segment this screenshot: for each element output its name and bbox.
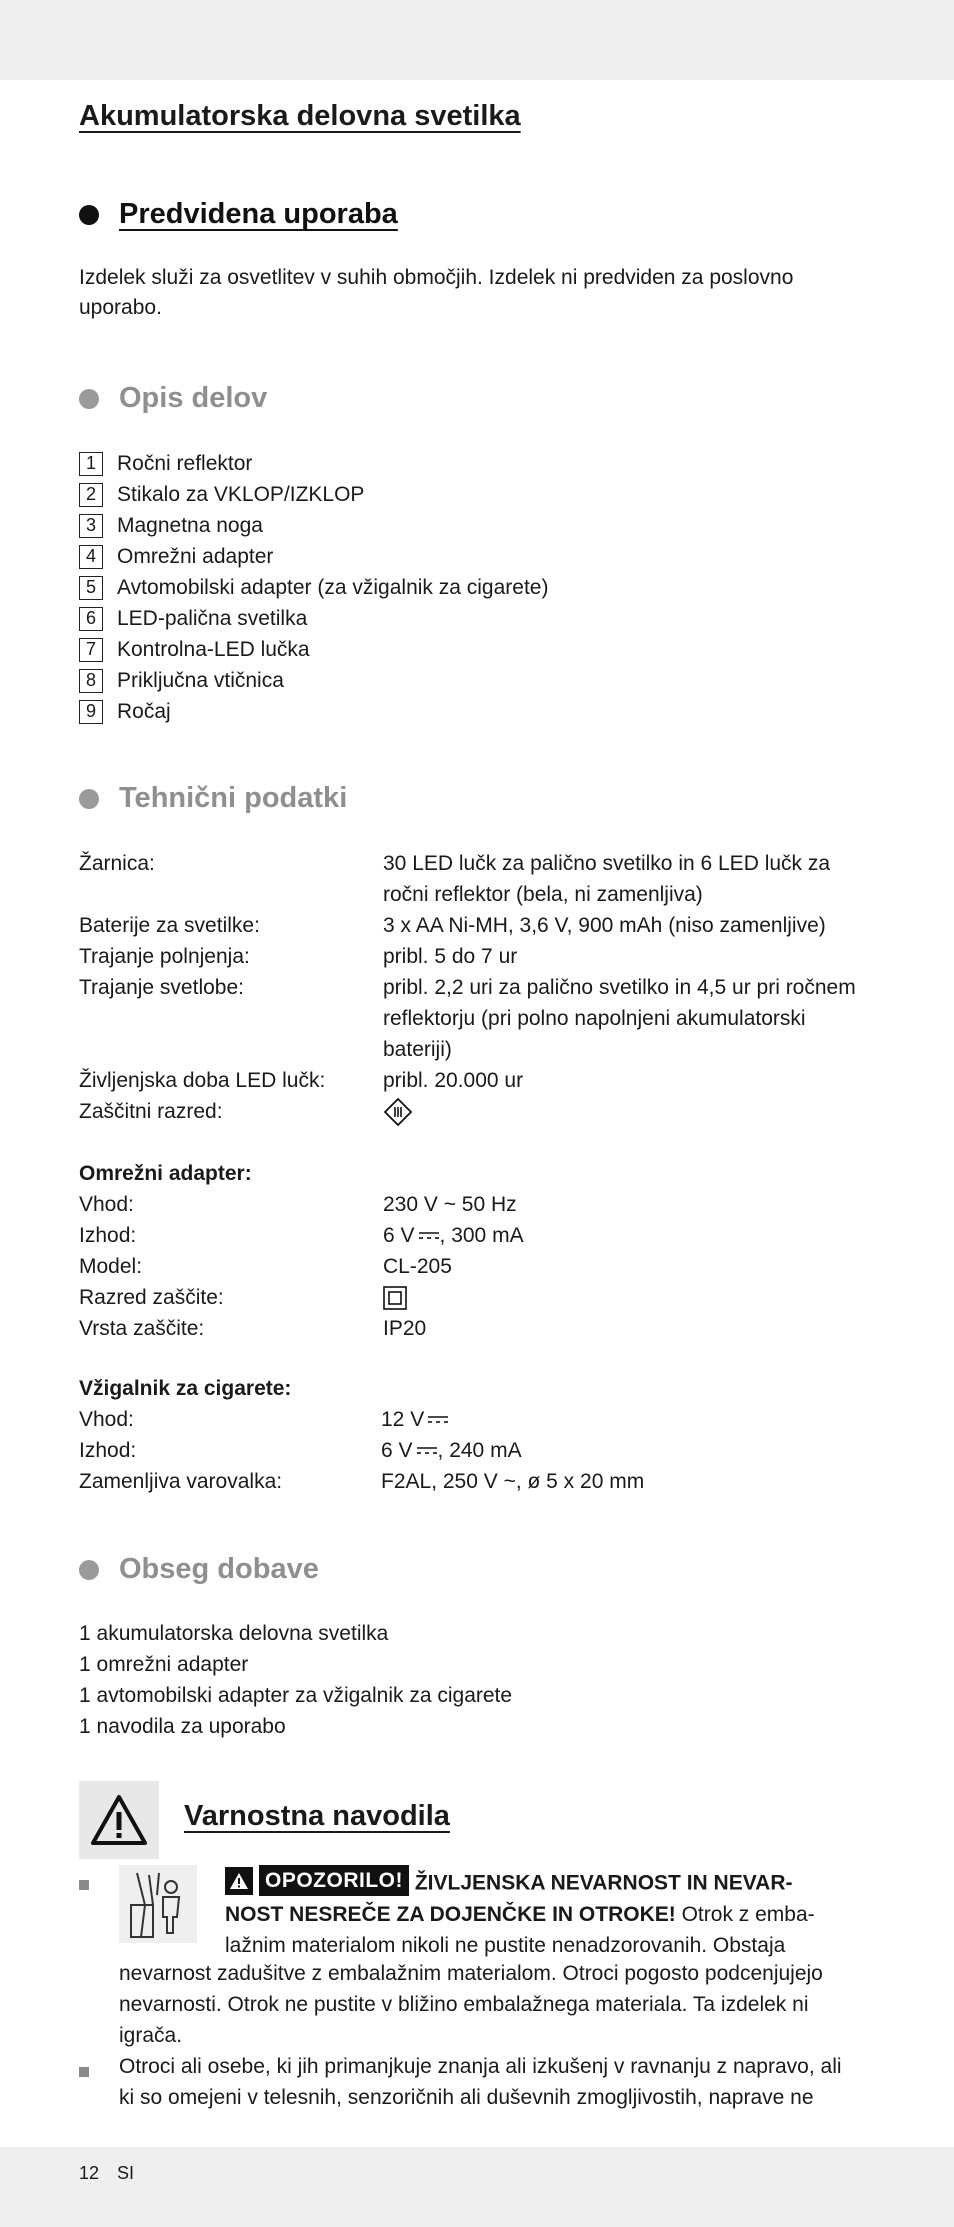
part-number: 1 <box>79 452 103 476</box>
list-item <box>79 665 548 696</box>
part-number: 7 <box>79 638 103 662</box>
warning-triangle-icon <box>90 1794 148 1846</box>
value-line: bateriji) <box>383 1038 452 1061</box>
list-item <box>79 448 548 479</box>
spec-value <box>383 848 883 910</box>
value-part: 6 V <box>381 1439 413 1462</box>
spec-key: Trajanje polnjenja: <box>79 945 250 968</box>
spec-key: Vhod: <box>79 1193 134 1216</box>
list-item <box>79 634 548 665</box>
part-number: 9 <box>79 700 103 724</box>
language-code: SI <box>117 2163 135 2183</box>
value-line: ročni reflektor (bela, ni zamenljiva) <box>383 883 703 906</box>
list-item <box>79 696 548 727</box>
bullet-dot-icon <box>79 389 99 409</box>
child-icon-drawing <box>119 1865 197 1943</box>
section-heading: Tehnični podatki <box>119 782 348 814</box>
spec-value <box>381 1404 881 1435</box>
part-label: Omrežni adapter <box>117 544 274 568</box>
list-item: 1 avtomobilski adapter za vžigalnik za cigarete <box>79 1684 513 1707</box>
spec-key: Izhod: <box>79 1439 137 1462</box>
list-item <box>79 510 548 541</box>
scope-list <box>79 1618 512 1742</box>
spec-value: 3 x AA Ni-MH, 3,6 V, 900 mAh (niso zamenljive) <box>383 914 826 937</box>
car-adapter-heading: Vžigalnik za cigarete: <box>79 1377 292 1400</box>
list-item: 1 akumulatorska delovna svetilka <box>79 1622 389 1645</box>
bullet-dot-icon <box>79 1560 99 1580</box>
spec-key: Vhod: <box>79 1408 134 1431</box>
parts-list <box>79 448 548 727</box>
value-part: 6 V <box>383 1224 415 1247</box>
part-label: Stikalo za VKLOP/IZKLOP <box>117 482 365 506</box>
section-safety: Varnostna navodila <box>184 1800 450 1832</box>
value-part: 12 V <box>381 1408 425 1431</box>
spec-key: Izhod: <box>79 1224 137 1247</box>
adapter-heading: Omrežni adapter: <box>79 1162 252 1185</box>
part-number: 3 <box>79 514 103 538</box>
top-band <box>0 0 954 80</box>
warning-label <box>225 1865 409 1896</box>
bullet-dot-icon <box>79 205 99 225</box>
spec-value <box>383 1096 883 1127</box>
value-line: 30 LED lučk za palično svetilko in 6 LED lučk za <box>383 852 831 875</box>
warning-1-bottom <box>119 1958 899 2051</box>
warning-text: Otrok z emba- <box>675 1902 815 1926</box>
list-item <box>79 479 548 510</box>
page-number: 12 <box>79 2163 100 2183</box>
spec-value <box>383 972 883 1065</box>
value-line: reflektorju (pri polno napolnjeni akumulatorski <box>383 1007 806 1030</box>
part-label: Kontrolna-LED lučka <box>117 637 310 661</box>
list-bullet <box>79 1880 89 1890</box>
spec-key: Razred zaščite: <box>79 1286 224 1309</box>
warning-1-top <box>225 1865 885 1961</box>
list-item <box>79 541 548 572</box>
spec-key: Žarnica: <box>79 852 155 875</box>
warning-word: OPOZORILO! <box>259 1865 409 1896</box>
spec-value: CL-205 <box>383 1255 452 1278</box>
warning-text: nevarnosti. Otrok ne pustite v bližino embalažnega materiala. Ta izdelek ni <box>119 1993 809 2016</box>
section-technical-data <box>79 782 347 815</box>
section-heading: Opis delov <box>119 382 268 414</box>
warning-2 <box>119 2051 899 2113</box>
bottom-band <box>0 2147 954 2227</box>
part-number: 4 <box>79 545 103 569</box>
text-line: uporabo. <box>79 296 162 319</box>
class-iii-icon <box>383 1097 413 1127</box>
spec-value: IP20 <box>383 1317 427 1340</box>
part-label: Priključna vtičnica <box>117 668 284 692</box>
part-label: LED-palična svetilka <box>117 606 308 630</box>
list-item <box>79 572 548 603</box>
bullet-dot-icon <box>79 789 99 809</box>
section-heading: Predvidena uporaba <box>119 198 398 230</box>
section-parts <box>79 382 267 415</box>
spec-key: Zaščitni razred: <box>79 1100 223 1123</box>
intended-use-text <box>79 263 889 323</box>
part-label: Avtomobilski adapter (za vžigalnik za cigarete) <box>117 575 549 599</box>
warning-text: Otroci ali osebe, ki jih primanjkuje znanja ali izkušenj v ravnanju z napravo, ali <box>119 2055 842 2078</box>
warning-text: lažnim materialom nikoli ne pustite nenadzorovanih. Obstaja <box>225 1933 786 1957</box>
part-label: Ročni reflektor <box>117 451 253 475</box>
part-number: 5 <box>79 576 103 600</box>
section-heading: Obseg dobave <box>119 1553 319 1585</box>
warning-text: nevarnost zadušitve z embalažnim materialom. Otroci pogosto podcenjujejo <box>119 1962 823 1985</box>
section-scope <box>79 1553 319 1586</box>
spec-value <box>383 1220 883 1251</box>
spec-key: Model: <box>79 1255 143 1278</box>
dc-symbol-icon <box>427 1414 449 1426</box>
document-title: Akumulatorska delovna svetilka <box>79 100 521 132</box>
spec-value: pribl. 20.000 ur <box>383 1069 524 1092</box>
list-item: 1 navodila za uporabo <box>79 1715 286 1738</box>
warning-bold: ŽIVLJENSKA NEVARNOST IN NEVAR- <box>414 1871 793 1895</box>
spec-key: Življenjska doba LED lučk: <box>79 1069 326 1092</box>
spec-key: Zamenljiva varovalka: <box>79 1470 283 1493</box>
warning-triangle-icon <box>225 1867 253 1895</box>
warning-text: igrača. <box>119 2024 183 2047</box>
warning-bold: NOST NESREČE ZA DOJENČKE IN OTROKE! <box>225 1902 676 1926</box>
value-part: , 240 mA <box>437 1439 522 1462</box>
spec-value <box>381 1435 881 1466</box>
child-packaging-icon <box>119 1865 197 1943</box>
list-item: 1 omrežni adapter <box>79 1653 249 1676</box>
spec-value: 230 V ~ 50 Hz <box>383 1193 517 1216</box>
class-ii-icon <box>383 1286 407 1310</box>
section-intended-use <box>79 198 398 231</box>
page-footer <box>79 2163 152 2184</box>
spec-value: pribl. 5 do 7 ur <box>383 945 518 968</box>
list-item <box>79 603 548 634</box>
value-line: pribl. 2,2 uri za palično svetilko in 4,5 ur pri ročnem <box>383 976 856 999</box>
spec-key: Baterije za svetilke: <box>79 914 260 937</box>
part-number: 2 <box>79 483 103 507</box>
part-number: 8 <box>79 669 103 693</box>
spec-key: Vrsta zaščite: <box>79 1317 205 1340</box>
part-label: Magnetna noga <box>117 513 263 537</box>
list-bullet <box>79 2067 89 2077</box>
spec-key: Trajanje svetlobe: <box>79 976 244 999</box>
spec-value: F2AL, 250 V ~, ø 5 x 20 mm <box>381 1470 645 1493</box>
dc-symbol-icon <box>416 1445 438 1457</box>
dc-symbol-icon <box>418 1230 440 1242</box>
spec-value <box>383 1282 883 1313</box>
text-line: Izdelek služi za osvetlitev v suhih območjih. Izdelek ni predviden za poslovno <box>79 266 794 289</box>
part-number: 6 <box>79 607 103 631</box>
value-part: , 300 mA <box>439 1224 524 1247</box>
warning-text: ki so omejeni v telesnih, senzoričnih ali duševnih zmogljivostih, naprave ne <box>119 2086 814 2109</box>
warning-box <box>79 1781 159 1859</box>
part-label: Ročaj <box>117 699 171 723</box>
